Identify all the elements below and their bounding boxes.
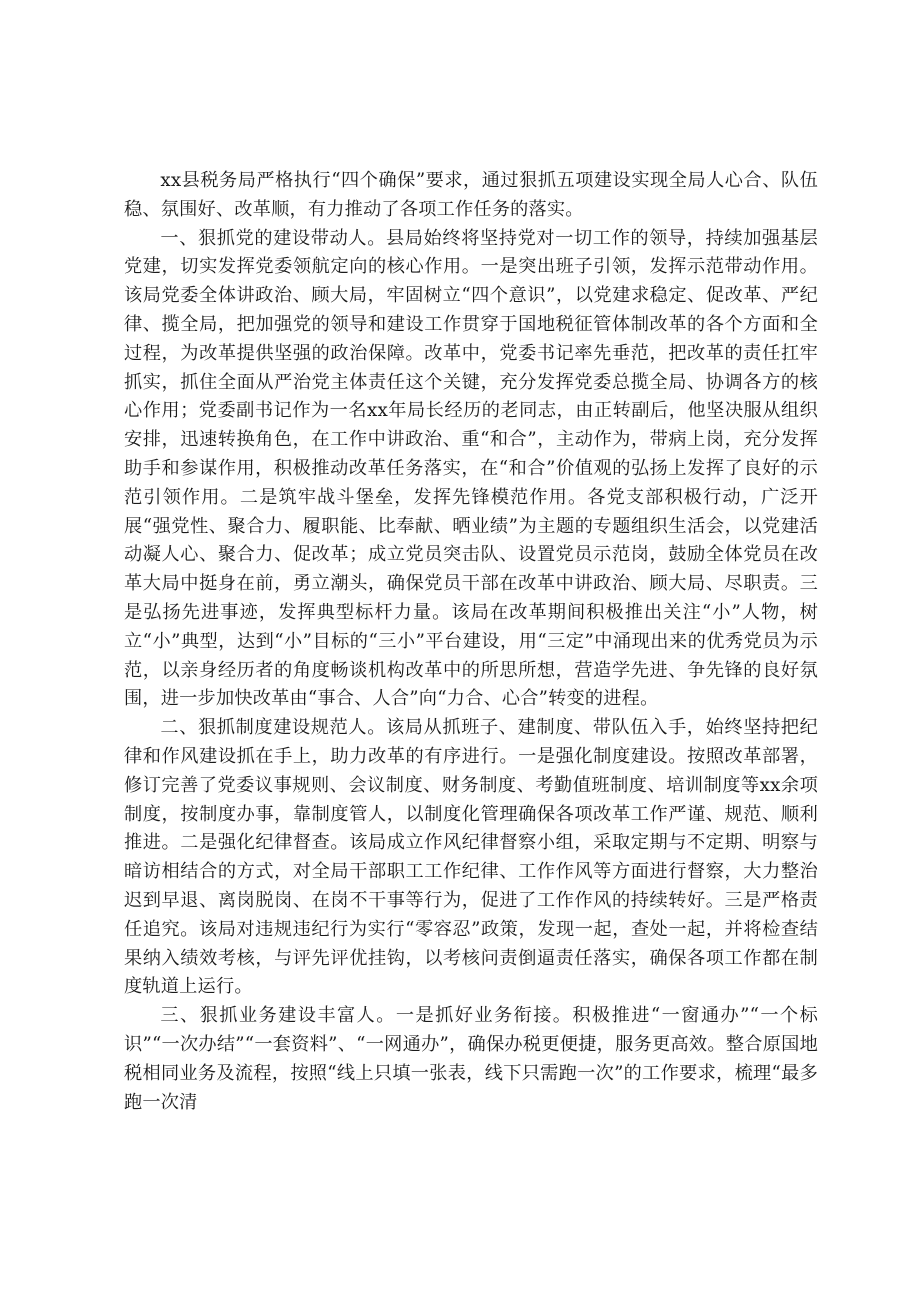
section-1-party-building-paragraph: 一、狠抓党的建设带动人。县局始终将坚持党对一切工作的领导，持续加强基层党建，切实发挥党委领航定向的核心作用。一是突出班子引领，发挥示范带动作用。该局党委全体讲政治、顾大局，牢固树立“四个意识”，以党建求稳定、促改革、严纪律、揽全局，把加强党的领导和建设工作贯穿于国地税征管体制改革的各个方面和全过程，为改革提供坚强的政治保障。改革中，党委书记率先垂范，把改革的责任扛牢抓实，抓住全面从严治党主体责任这个关键，充分发挥党委总揽全局、协调各方的核心作用；党委副书记作为一名xx年局长经历的老同志，由正转副后，他坚决服从组织安排，迅速转换角色，在工作中讲政治、重“和合”，主动作为，带病上岗，充分发挥助手和参谋作用，积极推动改革任务落实，在“和合”价值观的弘扬上发挥了良好的示范引领作用。二是筑牢战斗堡垒，发挥先锋模范作用。各党支部积极行动，广泛开展“强党性、聚合力、履职能、比奉献、晒业绩”为主题的专题组织生活会，以党建活动凝人心、聚合力、促改革；成立党员突击队、设置党员示范岗，鼓励全体党员在改革大局中挺身在前，勇立潮头，确保党员干部在改革中讲政治、顾大局、尽职责。三是弘扬先进事迹，发挥典型标杆力量。该局在改革期间积极推出关注“小”人物，树立“小”典型，达到“小”目标的“三小”平台建设，用“三定”中涌现出来的优秀党员为示范，以亲身经历者的角度畅谈机构改革中的所思所想，营造学先进、争先锋的良好氛围，进一步加快改革由“事合、人合”向“力合、心合”转变的进程。: [124, 227, 818, 710]
section-2-institution-building-paragraph: 二、狠抓制度建设规范人。该局从抓班子、建制度、带队伍入手，始终坚持把纪律和作风建设抓在手上，助力改革的有序进行。一是强化制度建设。按照改革部署，修订完善了党委议事规则、会议制度、财务制度、考勤值班制度、培训制度等xx余项制度，按制度办事，靠制度管人，以制度化管理确保各项改革工作严谨、规范、顺利推进。二是强化纪律督查。该局成立作风纪律督察小组，采取定期与不定期、明察与暗访相结合的方式，对全局干部职工工作纪律、工作作风等方面进行督察，大力整治迟到早退、离岗脱岗、在岗不干事等行为，促进了工作作风的持续转好。三是严格责任追究。该局对违规违纪行为实行“零容忍”政策，发现一起，查处一起，并将检查结果纳入绩效考核，与评先评优挂钩，以考核问责倒逼责任落实，确保各项工作都在制度轨道上运行。: [124, 717, 818, 998]
section-3-business-building-paragraph: 三、狠抓业务建设丰富人。一是抓好业务衔接。积极推进“一窗通办”“一个标识”“一次办结”“一套资料”、“一网通办”，确保办税更便捷，服务更高效。整合原国地税相同业务及流程，按照“线上只填一张表，线下只需跑一次”的工作要求，梳理“最多跑一次清: [124, 1005, 818, 1113]
intro-paragraph: xx县税务局严格执行“四个确保”要求，通过狠抓五项建设实现全局人心合、队伍稳、氛围好、改革顺，有力推动了各项工作任务的落实。: [124, 170, 818, 220]
document-body: [124, 167, 818, 1117]
